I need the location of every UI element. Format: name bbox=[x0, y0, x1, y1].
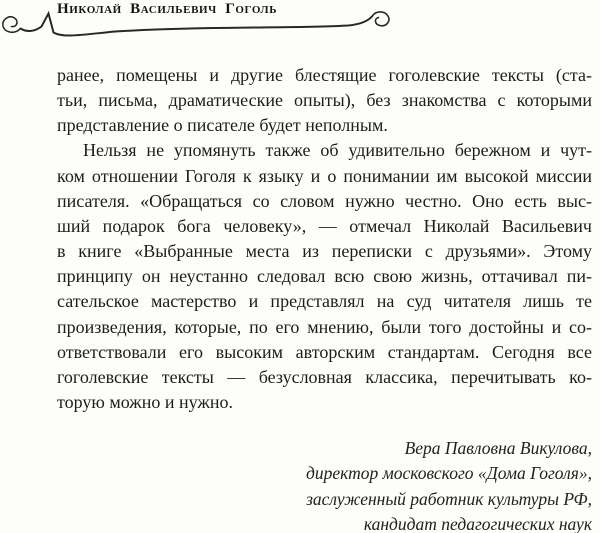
text-line: произведения, которые, по его мнению, были того достойны и со- bbox=[57, 316, 592, 337]
text-line: сательское мастерство и представлял на суд читателя лишь те bbox=[57, 291, 592, 312]
text-line: ком отношении Гоголя к языку и о понимании им высокой миссии bbox=[57, 165, 592, 186]
text-line: торую можно и нужно. bbox=[57, 392, 233, 413]
text-line: гоголевские тексты — безусловная классика, перечитывать ко- bbox=[57, 366, 592, 387]
signature-line: заслуженный работник культуры РФ, bbox=[306, 488, 592, 509]
signature-line: Вера Павловна Викулова, bbox=[404, 438, 592, 458]
text-line: Нельзя не упомянуть также об удивительно бережном и чут- bbox=[83, 140, 592, 161]
signature-line: кандидат педагогических наук bbox=[363, 513, 592, 533]
body-text bbox=[57, 63, 592, 415]
text-line: принципу он неустанно следовал всю свою жизнь, оттачивал пи- bbox=[57, 266, 592, 287]
text-line: ответствовали его высоким авторским стандартам. Сегодня все bbox=[57, 341, 592, 362]
signature-block bbox=[57, 436, 592, 533]
text-line: писателя. «Обращаться со словом нужно честно. Оно есть выс- bbox=[57, 190, 592, 211]
text-line: тьи, письма, драматические опыты), без знакомства с которыми bbox=[57, 90, 592, 111]
text-line: представление о писателе будет неполным. bbox=[57, 115, 388, 136]
running-header-title: Николай Васильевич Гоголь bbox=[57, 1, 278, 17]
text-line: ший подарок бога человеку», — отмечал Николай Васильевич bbox=[57, 215, 592, 236]
flourish-ornament-icon bbox=[0, 0, 600, 50]
paragraph bbox=[57, 63, 592, 138]
paragraph bbox=[57, 138, 592, 415]
signature-line: директор московского «Дома Гоголя», bbox=[306, 463, 592, 484]
text-line: в книге «Выбранные места из переписки с друзьями». Этому bbox=[57, 241, 592, 262]
text-line: ранее, помещены и другие блестящие гоголевские тексты (ста- bbox=[57, 65, 592, 85]
